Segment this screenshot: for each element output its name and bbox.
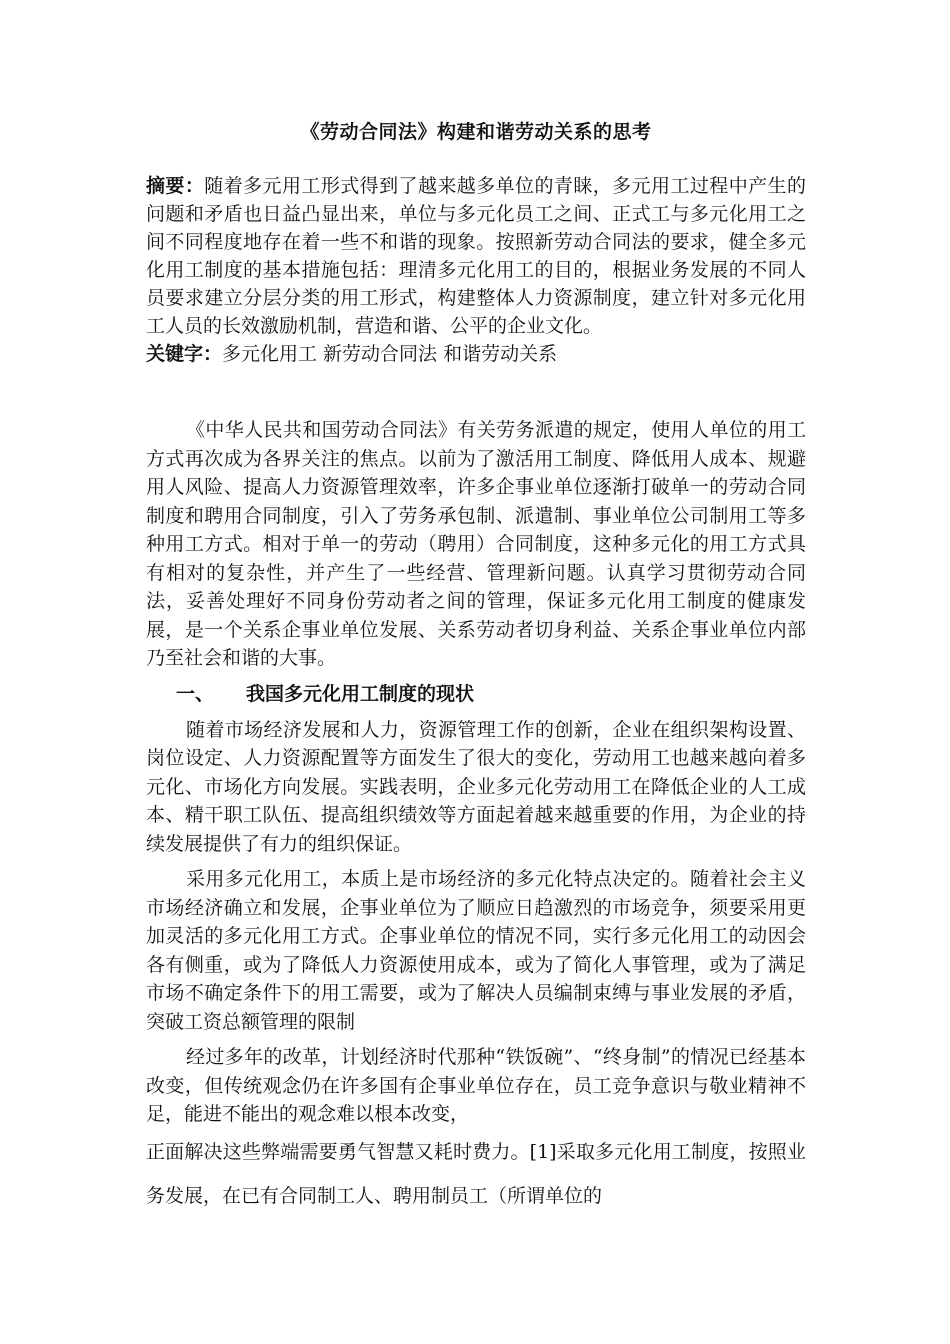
- body-paragraph: 经过多年的改革，计划经济时代那种“铁饭碗”、“终身制”的情况已经基本改变，但传统观念仍在许多国有企事业单位存在，员工竞争意识与敬业精神不足，能进不能出的观念难以根本改变，: [146, 1046, 806, 1125]
- section-number: 一、: [176, 682, 215, 705]
- section-spacer: [146, 368, 806, 416]
- document-page: [146, 118, 806, 1225]
- abstract: [146, 172, 806, 340]
- section-heading: [146, 680, 806, 708]
- body-paragraph-continued: 正面解决这些弊端需要勇气智慧又耗时费力。[1]采取多元化用工制度，按照业务发展，在已有合同制工人、聘用制员工（所谓单位的: [146, 1140, 806, 1207]
- keywords-text: 多元化用工 新劳动合同法 和谐劳动关系: [222, 343, 558, 365]
- abstract-label: 摘要：: [146, 175, 205, 197]
- section-title: 我国多元化用工制度的现状: [246, 682, 475, 705]
- body-paragraph: 采用多元化用工，本质上是市场经济的多元化特点决定的。随着社会主义市场经济确立和发展，企事业单位为了顺应日趋激烈的市场竞争，须要采用更加灵活的多元化用工方式。企事业单位的情况不同，实行多元化用工的动因会各有侧重，或为了降低人力资源使用成本，或为了简化人事管理，或为了满足市场不确定条件下的用工需要，或为了解决人员编制束缚与事业发展的矛盾，突破工资总额管理的限制: [146, 868, 806, 1033]
- document-title: 《劳动合同法》构建和谐劳动关系的思考: [300, 121, 652, 143]
- abstract-text: 随着多元用工形式得到了越来越多单位的青睐，多元用工过程中产生的问题和矛盾也日益凸显出来，单位与多元化员工之间、正式工与多元化用工之间不同程度地存在着一些不和谐的现象。按照新劳动合同法的要求，健全多元化用工制度的基本措施包括：理清多元化用工的目的，根据业务发展的不同人员要求建立分层分类的用工形式，构建整体人力资源制度，建立针对多元化用工人员的长效激励机制，营造和谐、公平的企业文化。: [146, 175, 806, 337]
- keywords-label: 关键字：: [146, 343, 223, 365]
- keywords: [146, 340, 806, 368]
- body-paragraph: 随着市场经济发展和人力，资源管理工作的创新，企业在组织架构设置、岗位设定、人力资源配置等方面发生了很大的变化，劳动用工也越来越向着多元化、市场化方向发展。实践表明，企业多元化劳动用工在降低企业的人工成本、精干职工队伍、提高组织绩效等方面起着越来越重要的作用，为企业的持续发展提供了有力的组织保证。: [146, 718, 806, 855]
- intro-paragraph: 《中华人民共和国劳动合同法》有关劳务派遣的规定，使用人单位的用工方式再次成为各界关注的焦点。以前为了激活用工制度、降低用人成本、规避用人风险、提高人力资源管理效率，许多企事业单位逐渐打破单一的劳动合同制度和聘用合同制度，引入了劳务承包制、派遣制、事业单位公司制用工等多种用工方式。相对于单一的劳动（聘用）合同制度，这种多元化的用工方式具有相对的复杂性，并产生了一些经营、管理新问题。认真学习贯彻劳动合同法，妥善处理好不同身份劳动者之间的管理，保证多元化用工制度的健康发展，是一个关系企事业单位发展、关系劳动者切身利益、关系企事业单位内部乃至社会和谐的大事。: [146, 419, 806, 669]
